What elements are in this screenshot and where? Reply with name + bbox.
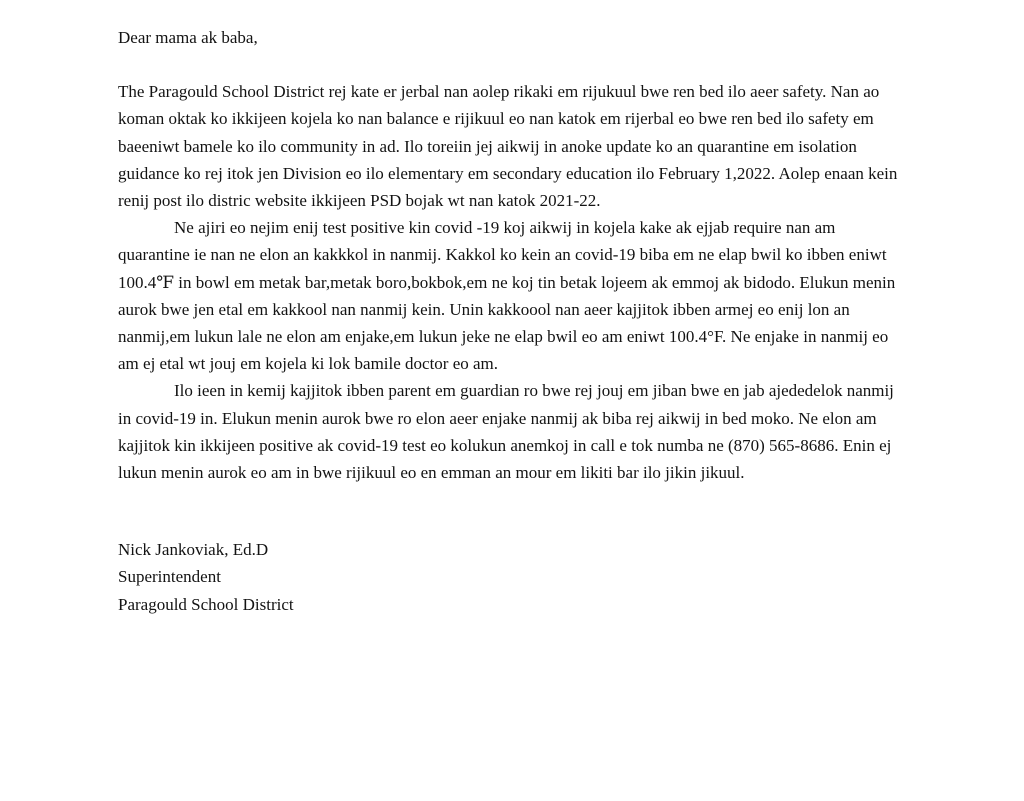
paragraph-parent-request: Ilo ieen in kemij kajjitok ibben parent em guardian ro bwe rej jouj em jiban bwe en jab ajededelok nanmij in covid-19 in. Elukun menin aurok bwe ro elon aeer enjake nanmij ak biba rej aikwij in bed moko. Ne elon am kajjitok kin ikkijeen positive ak covid-19 test eo kolukun anemkoj in call e tok numba ne (870) 565-8686. Enin ej lukun menin aurok eo am in bwe rijikuul eo en emman an mour em likiti bar ilo jikin jikuul. bbox=[118, 381, 894, 483]
salutation: Dear mama ak baba, bbox=[118, 28, 258, 47]
paragraph-covid-symptoms: Ne ajiri eo nejim enij test positive kin covid -19 koj aikwij in kojela kake ak ejjab require nan am quarantine ie nan ne elon an kakkkol in nanmij. Kakkol ko kein an covid-19 biba em ne elap bwil ko ibben eniwt 100.4℉ in bowl em metak bar,metak boro,bokbok,em ne koj tin betak lojeem ak emmoj ak bidodo. Elukun menin aurok bwe jen etal em kakkool nan nanmij kein. Unin kakkoool nan aeer kajjitok ibben armej eo enij lon an nanmij,em lukun lale ne elon am enjake,em lukun jeke ne elap bwil eo am eniwt 100.4°F. Ne enjake in nanmij eo am ej etal wt jouj em kojela ki lok bamile doctor eo am. bbox=[118, 218, 896, 374]
signature-name: Nick Jankoviak, Ed.D bbox=[118, 540, 269, 560]
signature-block bbox=[118, 536, 906, 618]
signature-title: Superintendent bbox=[118, 567, 221, 587]
signature-organization: Paragould School District bbox=[118, 594, 294, 614]
paragraph-intro: The Paragould School District rej kate er jerbal nan aolep rikaki em rijukuul bwe ren bed ilo aeer safety. Nan ao koman oktak ko ikkijeen kojela ko nan balance e rijikuul eo nan katok em rijerbal eo bwe ren bed ilo safety em baeeniwt bamele ko ilo community in ad. Ilo toreiin jej aikwij in anoke update ko an quarantine em isolation guidance ko rej itok jen Division eo ilo elementary em secondary education ilo February 1,2022. Aolep enaan kein renij post ilo distric website ikkijeen PSD bojak wt nan katok 2021-22. bbox=[118, 82, 898, 211]
